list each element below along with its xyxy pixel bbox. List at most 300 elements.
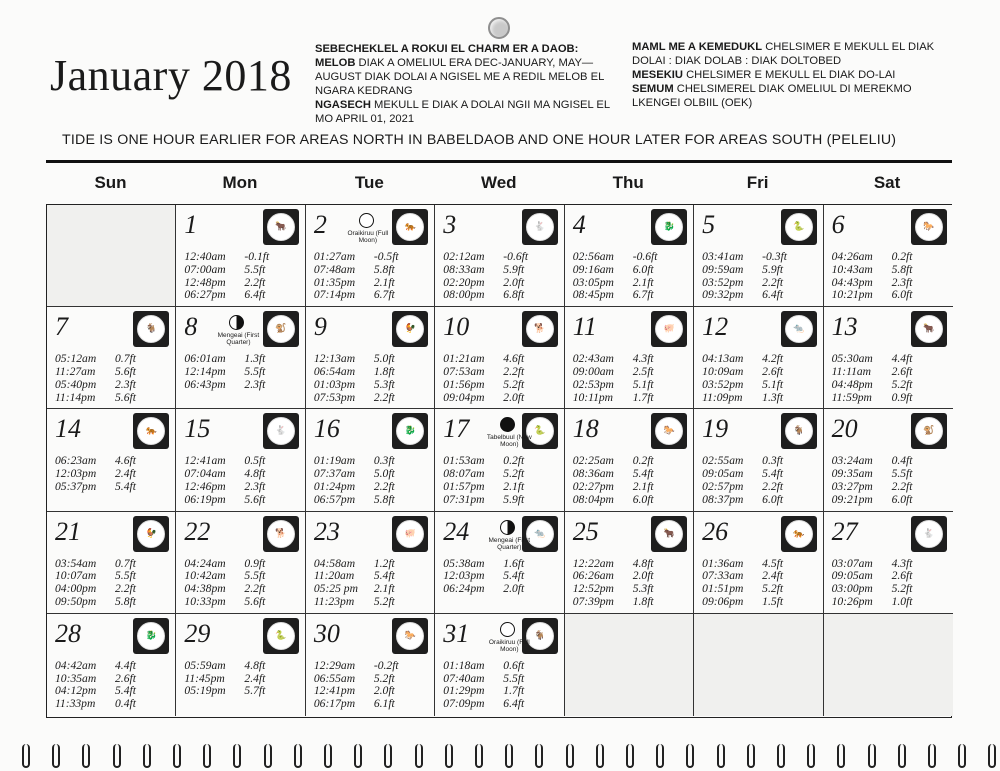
tide-height: 2.2ft (373, 479, 395, 493)
tide-time: 05:19pm (184, 684, 226, 698)
note-text: CHELSIMER E MEKULL EL DIAK DOLAI : DIAK DOLAB : DIAK DOLTOBED (632, 41, 935, 67)
ox-icon (263, 209, 299, 245)
tide-time: 07:00am (184, 262, 226, 276)
tide-list (702, 455, 802, 506)
day-cell (435, 512, 564, 614)
tide-row (314, 289, 414, 302)
tide-time: 11:27am (55, 364, 96, 378)
tide-height: 6.7ft (373, 288, 395, 302)
horse-icon-glyph: 🐎 (915, 213, 943, 241)
weekday-sat: Sat (873, 173, 901, 192)
dog-icon-glyph: 🐕 (526, 315, 554, 343)
tide-time: 12:48pm (184, 275, 226, 289)
tide-height: 4.2ft (762, 352, 784, 366)
tide-height: 5.5ft (891, 467, 913, 481)
tide-list (55, 660, 155, 711)
tide-height: 5.3ft (632, 582, 654, 596)
tide-height: 6.0ft (891, 492, 913, 506)
tide-height: 5.4ft (115, 479, 136, 493)
tide-time: 05:12am (55, 352, 97, 366)
weekday-sun: Sun (94, 173, 127, 192)
day-cell (176, 614, 305, 716)
tide-height: 2.0ft (503, 275, 525, 289)
day-cell (47, 512, 176, 614)
tide-height: 5.2ft (762, 582, 784, 596)
day-cell (694, 307, 823, 409)
rooster-icon-glyph: 🐓 (396, 315, 424, 343)
binding-coil (837, 744, 845, 768)
tide-list (573, 353, 673, 404)
dragon-icon-glyph: 🐉 (137, 622, 165, 650)
binding-coil (82, 744, 90, 768)
rat-icon-glyph: 🐀 (785, 315, 813, 343)
tide-time: 06:55am (313, 671, 356, 685)
tide-height: 6.4ft (503, 697, 525, 711)
goat-icon-glyph: 🐐 (137, 315, 165, 343)
moon-phase-label: Oraikiruu (Full Moon) (488, 638, 530, 653)
tide-row (702, 264, 802, 277)
tide-height: 2.0ft (632, 569, 654, 583)
tide-height: 6.1ft (373, 697, 395, 711)
tide-height: 5.9ft (762, 262, 784, 276)
tide-list (573, 558, 673, 609)
tide-height: -0.2ft (373, 658, 399, 672)
tide-row (443, 379, 543, 392)
tide-height: 4.4ft (115, 658, 136, 672)
pig-icon (392, 516, 428, 552)
tide-time: 12:52pm (572, 582, 614, 596)
tide-time: 09:05am (831, 569, 873, 583)
tide-height: 0.7ft (115, 352, 136, 366)
tide-time: 01:03pm (313, 377, 356, 391)
tiger-icon (392, 209, 428, 245)
tide-time: 04:13am (702, 352, 744, 366)
moon-phase-label: Mengeai (First Quarter) (488, 536, 531, 551)
tide-height: 4.3ft (632, 352, 654, 366)
tide-row (314, 660, 414, 673)
day-cell (306, 614, 435, 716)
tide-height: 0.2ft (632, 454, 654, 468)
tide-row (443, 289, 543, 302)
tide-height: 1.6ft (503, 556, 525, 570)
empty-day-cell (47, 205, 176, 307)
tide-row (184, 596, 284, 609)
day-cell (694, 409, 823, 511)
binding-coil (324, 744, 332, 768)
tide-row (443, 251, 543, 264)
tide-height: -0.6ft (632, 250, 658, 263)
tide-time: 05:40pm (55, 377, 97, 391)
tide-row (832, 366, 932, 379)
horse-icon (651, 413, 687, 449)
tide-time: 02:12am (443, 250, 485, 263)
note-heading: MELOB (315, 57, 356, 69)
tide-height: 5.4ft (373, 569, 395, 583)
day-number: 7 (55, 312, 68, 342)
tiger-icon-glyph: 🐅 (785, 520, 813, 548)
tide-time: 09:50pm (55, 594, 97, 608)
binding-coil (233, 744, 241, 768)
day-number: 6 (831, 210, 845, 239)
tide-list (832, 558, 932, 609)
tide-row (184, 289, 284, 302)
tide-time: 03:05pm (572, 275, 614, 289)
tide-height: 2.2ft (891, 479, 913, 493)
tide-height: 4.6ft (115, 454, 136, 468)
hanging-hole (488, 17, 510, 39)
tide-row (702, 379, 802, 392)
day-number: 15 (184, 414, 211, 444)
snake-icon-glyph: 🐍 (526, 417, 554, 445)
tide-height: 4.3ft (891, 556, 913, 570)
tide-height: 0.6ft (503, 658, 525, 672)
tide-row (702, 596, 802, 609)
tide-height: 6.0ft (632, 492, 654, 506)
tide-time: 07:40am (443, 671, 485, 685)
tide-height: 0.3ft (373, 454, 395, 468)
tide-row (443, 264, 543, 277)
tide-time: 01:18am (443, 658, 485, 672)
tide-list (443, 251, 543, 302)
tide-height: 1.3ft (762, 390, 784, 404)
tide-height: 5.2ft (891, 582, 913, 596)
day-number: 26 (702, 516, 729, 546)
tide-height: 2.6ft (891, 569, 913, 583)
tide-time: 06:24pm (443, 582, 485, 596)
dog-icon-glyph: 🐕 (267, 520, 295, 548)
empty-day-cell (565, 614, 694, 716)
day-cell (306, 307, 435, 409)
tide-time: 03:24am (831, 454, 873, 468)
notes-right (632, 40, 950, 110)
tide-height: 2.6ft (115, 671, 136, 685)
day-number: 12 (702, 312, 729, 342)
ox-icon (651, 516, 687, 552)
tide-time: 10:33pm (184, 594, 226, 608)
tide-time: 07:53am (443, 364, 485, 378)
day-number: 21 (55, 516, 81, 546)
day-number: 14 (55, 414, 81, 444)
tide-time: 11:59pm (831, 390, 872, 404)
tide-height: 5.5ft (244, 364, 266, 378)
note-text: CHELSIMER E MEKULL EL DIAK DO-LAI (682, 69, 896, 81)
tide-height: 5.8ft (115, 594, 136, 608)
tide-time: 09:05am (702, 467, 744, 481)
monkey-icon-glyph: 🐒 (267, 315, 295, 343)
tide-list (702, 353, 802, 404)
day-number: 22 (184, 516, 211, 546)
tide-height: -0.5ft (373, 250, 399, 263)
tide-height: 2.1ft (503, 479, 525, 493)
tide-height: 1.3ft (244, 352, 266, 366)
tide-height: 5.8ft (373, 262, 395, 276)
tide-time: 04:38pm (184, 582, 226, 596)
tide-time: 07:33am (702, 569, 744, 583)
binding-coil (505, 744, 513, 768)
tide-height: 2.5ft (632, 364, 654, 378)
tide-height: 2.4ft (115, 467, 136, 481)
dog-icon (522, 311, 558, 347)
day-number: 18 (572, 414, 599, 444)
binding-coil (384, 744, 392, 768)
tide-height: 2.1ft (632, 275, 654, 289)
tide-time: 10:43am (831, 262, 873, 276)
moon-phase-new-icon (500, 417, 515, 432)
snake-icon-glyph: 🐍 (785, 213, 813, 241)
tide-time: 01:21am (443, 352, 485, 366)
tide-list (314, 660, 414, 711)
tide-row (184, 379, 284, 392)
moon-phase-full-icon (500, 622, 515, 637)
tide-time: 05:59am (184, 658, 226, 672)
tide-height: -0.6ft (503, 250, 529, 263)
tide-row (184, 251, 284, 264)
tide-height: 2.4ft (244, 671, 266, 685)
tide-time: 08:36am (572, 467, 614, 481)
tide-time: 07:04am (184, 467, 226, 481)
tide-list (314, 251, 414, 302)
tide-height: 6.0ft (891, 288, 913, 302)
tide-time: 06:27pm (184, 288, 226, 302)
tide-height: 5.6ft (115, 390, 136, 404)
tide-time: 10:35am (55, 671, 97, 685)
tide-time: 12:13am (313, 352, 356, 366)
tide-row (443, 366, 543, 379)
notes-left (315, 42, 620, 126)
tide-height: 4.5ft (762, 556, 784, 570)
day-number: 16 (313, 414, 340, 444)
note-heading: SEBECHEKLEL A ROKUI EL CHARM ER A DAOB: (315, 43, 579, 55)
day-cell (176, 205, 305, 307)
binding-coil (415, 744, 423, 768)
note-text: MEKULL E DIAK A DOLAI NGII MA NGISEL EL MO APRIL 01, 2021 (315, 99, 610, 125)
day-cell (435, 614, 564, 716)
tide-height: 4.6ft (503, 352, 525, 366)
tide-time: 08:00pm (443, 288, 485, 302)
tide-height: 0.9ft (891, 390, 913, 404)
tide-list (702, 251, 802, 302)
tide-row (184, 685, 284, 698)
tide-time: 11:09pm (702, 390, 743, 404)
tide-row (443, 698, 543, 711)
tide-height: 5.8ft (373, 492, 395, 506)
day-number: 4 (572, 210, 586, 239)
tide-height: 5.4ft (762, 467, 784, 481)
tide-time: 08:45pm (572, 288, 614, 302)
rabbit-icon (263, 413, 299, 449)
tide-height: 2.3ft (244, 377, 266, 391)
rabbit-icon (522, 209, 558, 245)
tide-time: 11:23pm (313, 594, 355, 608)
tide-height: 2.2ft (244, 275, 266, 289)
tide-row (573, 596, 673, 609)
tiger-icon-glyph: 🐅 (396, 213, 424, 241)
day-number: 30 (313, 618, 340, 648)
tide-row (184, 264, 284, 277)
tide-time: 07:31pm (443, 492, 485, 506)
tide-height: 2.0ft (373, 684, 395, 698)
header-rule (46, 160, 952, 163)
dragon-icon-glyph: 🐉 (655, 213, 683, 241)
tide-row (314, 481, 414, 494)
tide-height: 4.8ft (244, 658, 266, 672)
tide-height: 1.2ft (373, 556, 395, 570)
binding-coil (535, 744, 543, 768)
tide-row (314, 392, 414, 405)
tide-row (314, 264, 414, 277)
ox-icon-glyph: 🐂 (267, 213, 295, 241)
tide-time: 02:20pm (443, 275, 485, 289)
tide-height: 5.1ft (762, 377, 784, 391)
day-cell (565, 409, 694, 511)
tide-height: 5.6ft (244, 492, 266, 506)
tide-time: 08:04pm (572, 492, 614, 506)
tide-height: 4.8ft (244, 467, 266, 481)
tide-time: 12:41pm (313, 684, 356, 698)
tide-height: 2.6ft (891, 364, 913, 378)
tide-time: 06:57pm (313, 492, 356, 506)
horse-icon (392, 618, 428, 654)
tide-height: 5.4ft (632, 467, 654, 481)
tide-height: 1.5ft (762, 594, 784, 608)
tide-height: 6.8ft (503, 288, 525, 302)
weekday-header (46, 165, 952, 203)
dragon-icon-glyph: 🐉 (396, 417, 424, 445)
tide-time: 01:56pm (443, 377, 485, 391)
dog-icon (263, 516, 299, 552)
tide-height: 2.2ft (373, 390, 395, 404)
tide-time: 07:14pm (313, 288, 356, 302)
tide-row (702, 289, 802, 302)
tide-row (573, 379, 673, 392)
day-number: 1 (184, 210, 198, 239)
tide-time: 03:07am (831, 556, 873, 570)
moon-phase-full-icon (359, 213, 374, 228)
tide-row (314, 494, 414, 507)
tide-height: 5.6ft (115, 364, 136, 378)
tide-row (55, 481, 155, 494)
tide-time: 08:33am (443, 262, 485, 276)
day-number: 3 (443, 210, 457, 239)
tide-row (443, 481, 543, 494)
tide-height: 0.2ft (503, 454, 525, 468)
tide-height: 2.2ft (762, 275, 784, 289)
day-cell (435, 205, 564, 307)
tide-height: 5.5ft (244, 569, 266, 583)
day-cell (306, 205, 435, 307)
tide-height: 2.3ft (244, 479, 266, 493)
binding-coil (958, 744, 966, 768)
day-cell (565, 307, 694, 409)
binding-coil (596, 744, 604, 768)
tide-height: 6.4ft (762, 288, 784, 302)
tide-row (573, 494, 673, 507)
binding-coil (777, 744, 785, 768)
tiger-icon (781, 516, 817, 552)
day-cell (824, 409, 953, 511)
tide-time: 10:07am (55, 569, 97, 583)
tide-time: 04:42am (55, 658, 97, 672)
day-number: 20 (831, 414, 858, 444)
empty-day-cell (824, 614, 953, 716)
moon-phase-label: Mengeai (First Quarter) (217, 332, 260, 347)
tide-row (55, 698, 155, 711)
binding-coil (928, 744, 936, 768)
day-number: 23 (313, 516, 340, 546)
weekday-fri: Fri (746, 173, 769, 192)
day-number: 5 (702, 210, 716, 239)
tide-time: 12:41am (184, 454, 226, 468)
tide-time: 06:17pm (313, 697, 356, 711)
tide-height: 5.2ft (503, 377, 525, 391)
tide-row (443, 494, 543, 507)
tide-time: 03:27pm (831, 479, 873, 493)
binding-coil (988, 744, 996, 768)
binding-coil (475, 744, 483, 768)
tide-height: 6.4ft (244, 288, 266, 302)
tide-time: 08:07am (443, 467, 485, 481)
tide-height: 4.4ft (891, 352, 913, 366)
spiral-binding (0, 740, 1000, 771)
tide-time: 01:35pm (313, 275, 356, 289)
rabbit-icon-glyph: 🐇 (267, 417, 295, 445)
tide-time: 06:19pm (184, 492, 226, 506)
tide-row (184, 660, 284, 673)
tide-height: 0.4ft (891, 454, 913, 468)
calendar-grid (46, 204, 952, 718)
tide-height: 2.3ft (891, 275, 913, 289)
note-heading: SEMUM (632, 83, 674, 95)
rabbit-icon-glyph: 🐇 (915, 520, 943, 548)
tide-height: 5.0ft (373, 352, 395, 366)
tide-height: 5.2ft (891, 377, 913, 391)
tide-row (55, 392, 155, 405)
tide-time: 10:21pm (831, 288, 873, 302)
day-number: 2 (313, 210, 327, 239)
tide-height: 5.0ft (373, 467, 395, 481)
tide-row (314, 596, 414, 609)
tide-list (832, 353, 932, 404)
tide-list (314, 353, 414, 404)
tide-height: 5.9ft (503, 262, 525, 276)
tide-time: 12:03pm (55, 467, 97, 481)
binding-coil (264, 744, 272, 768)
tide-list (443, 558, 543, 596)
tide-row (573, 392, 673, 405)
tide-time: 09:59am (702, 262, 744, 276)
tide-height: 2.2ft (503, 364, 525, 378)
rabbit-icon (911, 516, 947, 552)
tide-time: 03:54am (55, 556, 97, 570)
tide-height: 5.2ft (373, 594, 395, 608)
goat-icon (133, 311, 169, 347)
tide-row (314, 379, 414, 392)
tide-row (832, 264, 932, 277)
tide-height: 2.0ft (503, 582, 525, 596)
tide-row (573, 481, 673, 494)
tide-row (832, 494, 932, 507)
binding-coil (445, 744, 453, 768)
ox-icon-glyph: 🐂 (915, 315, 943, 343)
note-heading: NGASECH (315, 99, 371, 111)
tide-height: 5.7ft (244, 684, 266, 698)
tide-time: 06:43pm (184, 377, 226, 391)
note-paragraph (632, 40, 950, 68)
moon-phase-label: Tabelbuul (New Moon) (486, 434, 532, 449)
empty-day-cell (694, 614, 823, 716)
monkey-icon (263, 311, 299, 347)
tide-row (832, 481, 932, 494)
